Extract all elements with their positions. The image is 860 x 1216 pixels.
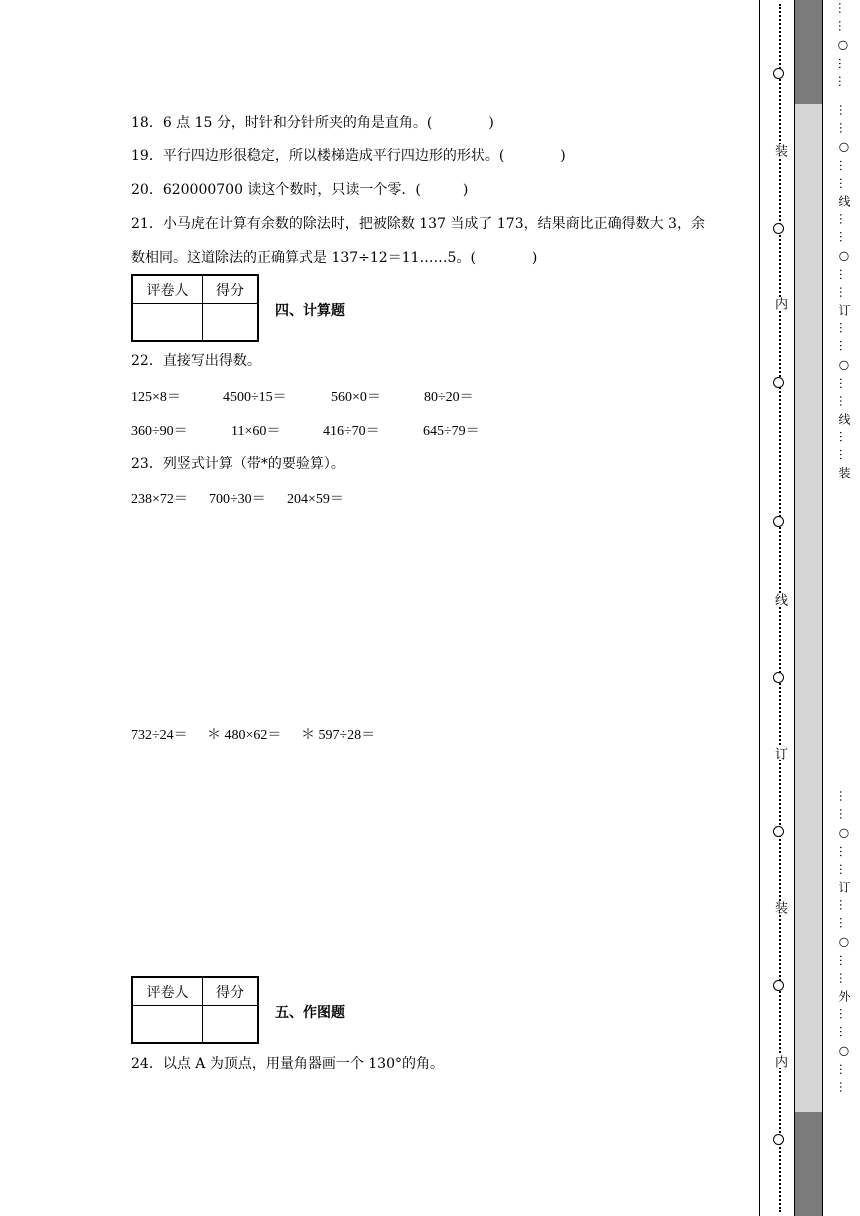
binding-dark-block-top	[795, 0, 822, 104]
binding-circle-icon	[773, 516, 784, 527]
q22-item: 560×0＝	[331, 390, 381, 405]
binding-label: 订	[772, 747, 787, 760]
question-20: 20．620000700 读这个数时，只读一个零．( )	[131, 182, 469, 198]
q23-item: ＊ 480×62＝	[207, 728, 282, 743]
q22-item: 80÷20＝	[424, 390, 474, 405]
binding-circle-icon	[773, 223, 784, 234]
binding-label: 线	[772, 593, 787, 606]
binding-circle-icon	[773, 377, 784, 388]
binding-dotted-line	[779, 4, 781, 1212]
question-18: 18．6 点 15 分，时针和分针所夹的角是直角。( )	[131, 115, 494, 131]
binding-outer-text-top: … … ○ … …	[836, 2, 850, 89]
q23-item: 204×59＝	[287, 492, 344, 507]
question-23: 23．列竖式计算（带*的要验算）。	[131, 456, 345, 472]
binding-circle-icon	[773, 980, 784, 991]
question-19: 19．平行四边形很稳定，所以楼梯造成平行四边形的形状。( )	[131, 148, 566, 164]
q23-item: 732÷24＝	[131, 728, 188, 743]
binding-circle-icon	[773, 826, 784, 837]
question-24: 24．以点 A 为顶点，用量角器画一个 130°的角。	[131, 1056, 444, 1072]
binding-outer-text-1: … … ○ … … 线 … … ○ … … 订 … … ○ … … 线 … … 装	[837, 104, 851, 480]
binding-label: 内	[772, 1055, 787, 1068]
reviewer-cell[interactable]	[133, 304, 203, 340]
q22-item: 645÷79＝	[423, 424, 480, 439]
q22-item: 125×8＝	[131, 390, 181, 405]
binding-circle-icon	[773, 1134, 784, 1145]
binding-circle-icon	[773, 68, 784, 79]
q22-item: 11×60＝	[231, 424, 281, 439]
score-table-section-4	[131, 274, 259, 342]
score-cell[interactable]	[203, 304, 257, 340]
question-22: 22．直接写出得数。	[131, 353, 261, 369]
binding-label: 装	[772, 144, 787, 157]
q22-item: 4500÷15＝	[223, 390, 287, 405]
score-header: 得分	[203, 276, 257, 304]
reviewer-header: 评卷人	[133, 276, 203, 304]
score-cell[interactable]	[203, 1006, 257, 1042]
section-title-5: 五、作图题	[275, 1005, 345, 1021]
binding-dark-block-bottom	[795, 1112, 822, 1216]
q22-item: 416÷70＝	[323, 424, 380, 439]
question-21-line2: 数相同。这道除法的正确算式是 137÷12＝11……5。( )	[131, 250, 538, 266]
reviewer-cell[interactable]	[133, 1006, 203, 1042]
binding-strip-inner	[759, 0, 794, 1216]
q23-item: 238×72＝	[131, 492, 188, 507]
binding-label: 装	[772, 901, 787, 914]
binding-gray-strip	[794, 0, 823, 1216]
binding-outer-text-2: … … ○ … … 订 … … ○ … … 外 … … ○ … …	[837, 790, 851, 1095]
binding-label: 内	[772, 297, 787, 310]
score-table-section-5	[131, 976, 259, 1044]
section-title-4: 四、计算题	[275, 303, 345, 319]
question-21-line1: 21．小马虎在计算有余数的除法时，把被除数 137 当成了 173，结果商比正确得数大 3，余	[131, 216, 705, 232]
q22-item: 360÷90＝	[131, 424, 188, 439]
reviewer-header: 评卷人	[133, 978, 203, 1006]
q23-item: ＊ 597÷28＝	[301, 728, 376, 743]
binding-circle-icon	[773, 672, 784, 683]
score-header: 得分	[203, 978, 257, 1006]
q23-item: 700÷30＝	[209, 492, 266, 507]
